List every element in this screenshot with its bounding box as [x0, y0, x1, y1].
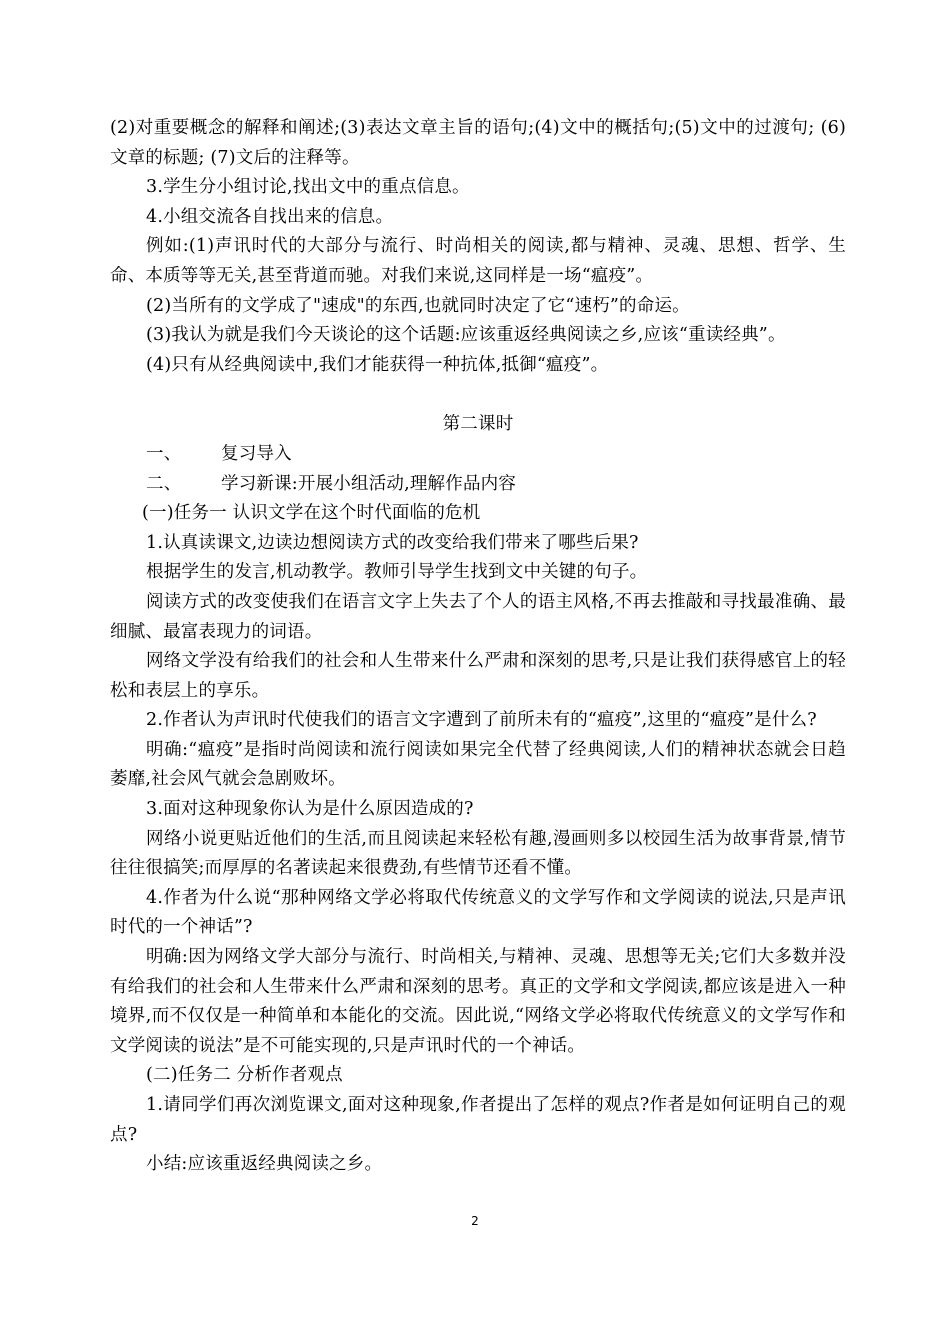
- question-4-answer: 明确:因为网络文学大部分与流行、时尚相关,与精神、灵魂、思想等无关;它们大多数并没有给我们的社会和人生带来什么严肃和深刻的思考。真正的文学和文学阅读,都应该是进入一种境界,而不仅仅是一种简单和本能化的交流。因此说,“网络文学必将取代传统意义的文学写作和文学阅读的说法”是不可能实现的,只是声讯时代的一个神话。: [110, 947, 846, 1056]
- section-title: 复习导入: [221, 443, 292, 464]
- paragraph-example-2: (2)当所有的文学成了"速成"的东西,也就同时决定了它“速朽”的命运。: [146, 295, 690, 316]
- task-2-title: (二)任务二 分析作者观点: [146, 1065, 343, 1086]
- task-2-summary: 小结:应该重返经典阅读之乡。: [146, 1154, 383, 1175]
- question-1: 1.认真读课文,边读边想阅读方式的改变给我们带来了哪些后果?: [146, 532, 639, 553]
- task-2-question-1: 1.请同学们再次浏览课文,面对这种现象,作者提出了怎样的观点?作者是如何证明自己的观点?: [110, 1095, 846, 1145]
- paragraph-example-4: (4)只有从经典阅读中,我们才能获得一种抗体,抵御“瘟疫”。: [146, 354, 609, 375]
- question-2-answer: 明确:“瘟疫”是指时尚阅读和流行阅读如果完全代替了经典阅读,人们的精神状态就会日趋萎靡,社会风气就会急剧败坏。: [110, 739, 846, 790]
- section-review: [110, 440, 846, 470]
- question-2: 2.作者认为声讯时代使我们的语言文字遭到了前所未有的“瘟疫”,这里的“瘟疫”是什么?: [146, 710, 817, 731]
- section-title: 学习新课:开展小组活动,理解作品内容: [221, 473, 517, 494]
- question-3: 3.面对这种现象你认为是什么原因造成的?: [146, 799, 474, 820]
- question-4: 4.作者为什么说“那种网络文学必将取代传统意义的文学写作和文学阅读的说法,只是声讯时代的一个神话”?: [110, 887, 846, 938]
- document-body: [110, 114, 846, 1180]
- question-3-answer: 网络小说更贴近他们的生活,而且阅读起来轻松有趣,漫画则多以校园生活为故事背景,情节往往很搞笑;而厚厚的名著读起来很费劲,有些情节还看不懂。: [110, 828, 846, 879]
- paragraph-step-3: 3.学生分小组讨论,找出文中的重点信息。: [146, 177, 470, 198]
- paragraph-example-1: 例如:(1)声讯时代的大部分与流行、时尚相关的阅读,都与精神、灵魂、思想、哲学、生命、本质等等无关,甚至背道而驰。对我们来说,这同样是一场“瘟疫”。: [110, 236, 846, 286]
- paragraph-key-info-list: (2)对重要概念的解释和阐述;(3)表达文章主旨的语句;(4)文中的概括句;(5)文中的过渡句; (6)文章的标题; (7)文后的注释等。: [110, 118, 846, 168]
- lesson-title: 第二课时: [442, 414, 514, 435]
- question-1-note: 根据学生的发言,机动教学。教师引导学生找到文中关键的句子。: [146, 562, 648, 583]
- section-number: 一、: [146, 443, 182, 464]
- question-1-answer-2: 网络文学没有给我们的社会和人生带来什么严肃和深刻的思考,只是让我们获得感官上的轻松和表层上的享乐。: [110, 651, 846, 701]
- section-new-lesson: [110, 470, 846, 500]
- section-number: 二、: [146, 473, 182, 494]
- question-1-answer-1: 阅读方式的改变使我们在语言文字上失去了个人的语主风格,不再去推敲和寻找最准确、最细腻、最富表现力的词语。: [110, 591, 846, 642]
- task-1-title: (一)任务一 认识文学在这个时代面临的危机: [142, 503, 481, 524]
- page-number: 2: [471, 1214, 479, 1228]
- paragraph-example-3: (3)我认为就是我们今天谈论的这个话题:应该重返经典阅读之乡,应该“重读经典”。: [146, 325, 786, 346]
- paragraph-step-4: 4.小组交流各自找出来的信息。: [146, 206, 394, 227]
